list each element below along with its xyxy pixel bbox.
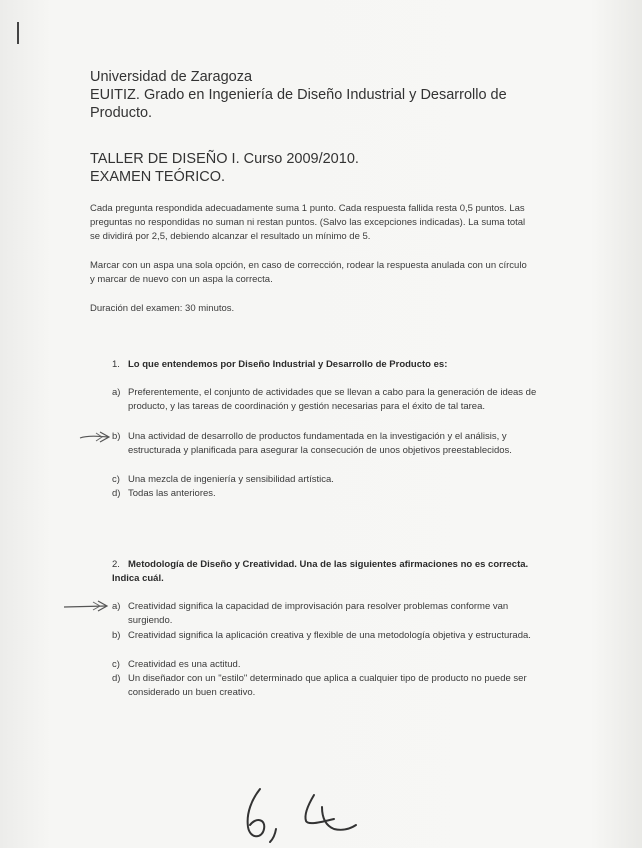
option-1d[interactable]: [112, 487, 542, 501]
question-text: Lo que entendemos por Diseño Industrial y Desarrollo de Producto es:: [128, 359, 448, 370]
option-text: Una actividad de desarrollo de productos fundamentada en la investigación y el análisis, y estructurada y planificada para asegurar la consecución de unos objetivos preestablecidos.: [128, 431, 512, 456]
option-letter: d): [112, 488, 121, 499]
option-text: Una mezcla de ingeniería y sensibilidad artística.: [128, 474, 334, 485]
option-text: Creatividad significa la capacidad de improvisación para resolver problemas conforme van surgiendo.: [128, 601, 509, 626]
margin-mark: [17, 22, 19, 44]
instructions-marking: Marcar con un aspa una sola opción, en caso de corrección, rodear la respuesta anulada con un círculo y marcar de nuevo con un aspa la correcta.: [90, 260, 527, 285]
instructions-scoring: Cada pregunta respondida adecuadamente suma 1 punto. Cada respuesta fallida resta 0,5 puntos. Las preguntas no respondidas no suman ni restan puntos. (Salvo las excepciones indicadas). La suma total se dividirá por 2,5, debiendo alcanzar el resultado un mínimo de 5.: [90, 203, 526, 242]
course-line: TALLER DE DISEÑO I. Curso 2009/2010.: [90, 151, 359, 167]
exam-type: EXAMEN TEÓRICO.: [90, 169, 226, 185]
option-text: Creatividad es una actitud.: [128, 659, 241, 670]
option-2a[interactable]: [112, 600, 542, 628]
option-text: Un diseñador con un "estilo" determinado que aplica a cualquier tipo de producto no puede ser considerado un buen creativo.: [128, 673, 527, 698]
option-letter: d): [112, 673, 121, 684]
option-text: Creatividad significa la aplicación creativa y flexible de una metodología objetiva y estructurada.: [128, 630, 531, 641]
hand-arrow-icon: [78, 429, 114, 445]
option-1b[interactable]: [112, 430, 542, 458]
option-text: Preferentemente, el conjunto de actividades que se llevan a cabo para la generación de ideas de producto, y las tareas de coordinación y gestión necesarias para el éxito de tal tarea.: [128, 387, 537, 412]
question-text: Metodología de Diseño y Creatividad. Una de las siguientes afirmaciones no es correcta. Indica cuál.: [112, 559, 529, 584]
degree-line-cont: Producto.: [90, 105, 153, 121]
option-letter: b): [112, 431, 121, 442]
header: [90, 68, 560, 122]
hand-arrow-icon: [62, 598, 112, 614]
option-2c[interactable]: [112, 658, 542, 672]
option-letter: a): [112, 601, 121, 612]
university-name: Universidad de Zaragoza: [90, 69, 253, 85]
option-letter: c): [112, 659, 120, 670]
question-number: 1.: [112, 359, 120, 370]
option-1a[interactable]: [112, 386, 542, 414]
course-title: [90, 150, 550, 186]
option-2b[interactable]: [112, 629, 542, 643]
instructions-duration: Duración del examen: 30 minutos.: [90, 303, 235, 314]
option-letter: b): [112, 630, 121, 641]
question-2-title: [112, 558, 542, 586]
question-number: 2.: [112, 559, 120, 570]
option-letter: c): [112, 474, 120, 485]
handwritten-score: [238, 785, 378, 845]
option-2d[interactable]: [112, 672, 542, 700]
degree-line: EUITIZ. Grado en Ingeniería de Diseño Industrial y Desarrollo de: [90, 87, 507, 103]
option-text: Todas las anteriores.: [128, 488, 216, 499]
option-letter: a): [112, 387, 121, 398]
option-1c[interactable]: [112, 473, 542, 487]
question-1-title: [112, 358, 542, 372]
